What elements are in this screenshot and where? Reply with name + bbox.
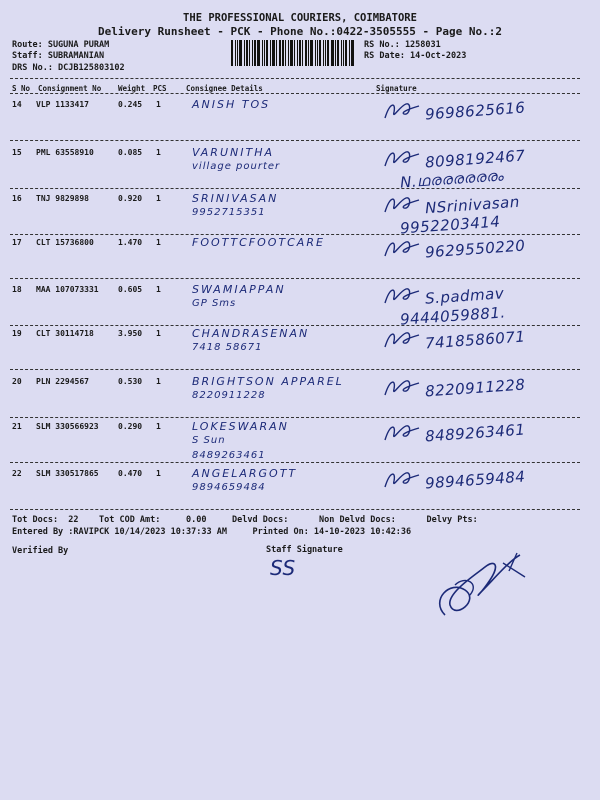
row-pcs: 1 xyxy=(156,469,161,478)
consignee-detail-line: CHANDRASENAN xyxy=(192,327,310,340)
barcode-bar xyxy=(345,40,347,66)
consignee-detail-line: S Sun xyxy=(192,435,226,446)
row-pcs: 1 xyxy=(156,422,161,431)
consignee-detail-line: 8489263461 xyxy=(192,450,266,461)
col-sno: S No xyxy=(12,84,31,93)
consignee-detail-line: ANISH TOS xyxy=(192,98,271,111)
consignee-detail-line: VARUNITHA xyxy=(192,146,274,159)
row-sno: 14 xyxy=(12,100,22,109)
row-consignment-no: SLM 330566923 xyxy=(36,422,99,431)
barcode-bar xyxy=(349,40,350,66)
barcode-bar xyxy=(317,40,318,66)
col-consignee-details: Consignee Details xyxy=(186,84,263,93)
barcode-bar xyxy=(235,40,236,66)
signature-mark xyxy=(382,236,422,262)
row-weight: 0.530 xyxy=(118,377,143,386)
row-divider xyxy=(10,140,580,141)
entered-by-line: Entered By :RAVIPCK 10/14/2023 10:37:33 AM Printed On: 14-10-2023 10:42:36 xyxy=(12,527,412,537)
row-pcs: 1 xyxy=(156,329,161,338)
row-divider xyxy=(10,462,580,463)
signature-note: 9894659484 xyxy=(424,467,526,493)
signature-mark xyxy=(382,375,422,401)
staff-signature-label: Staff Signature xyxy=(266,545,343,555)
barcode-bar xyxy=(351,40,354,66)
route-label: Route: SUGUNA PURAM xyxy=(12,40,110,50)
header-divider xyxy=(10,78,580,79)
row-divider xyxy=(10,234,580,235)
barcode xyxy=(231,40,355,66)
consignee-detail-line: 9894659484 xyxy=(192,482,266,493)
row-sno: 21 xyxy=(12,422,22,431)
row-weight: 0.470 xyxy=(118,469,143,478)
consignee-detail-line: 7418 58671 xyxy=(192,342,263,353)
row-consignment-no: VLP 1133417 xyxy=(36,100,89,109)
barcode-bar xyxy=(252,40,253,66)
row-divider xyxy=(10,188,580,189)
staff-initials: SS xyxy=(270,556,296,580)
consignee-detail-line: BRIGHTSON APPAREL xyxy=(192,375,344,388)
table-header-divider xyxy=(10,93,580,94)
consignee-detail-line: 8220911228 xyxy=(192,390,266,401)
col-consignment: Consignment No xyxy=(38,84,102,93)
barcode-bar xyxy=(341,40,342,66)
consignee-detail-line: LOKESWARAN xyxy=(192,420,289,433)
signature-mark xyxy=(382,327,422,353)
row-weight: 0.605 xyxy=(118,285,143,294)
row-sno: 17 xyxy=(12,238,22,247)
barcode-bar xyxy=(276,40,277,66)
row-sno: 16 xyxy=(12,194,22,203)
rs-number: RS No.: 1258031 xyxy=(364,40,441,50)
row-consignment-no: PLN 2294567 xyxy=(36,377,89,386)
col-weight: Weight xyxy=(118,84,146,93)
barcode-bar xyxy=(231,40,233,66)
drs-number: DRS No.: DCJB125803102 xyxy=(12,63,125,73)
barcode-bar xyxy=(325,40,326,66)
barcode-bar xyxy=(331,40,334,66)
signature-mark xyxy=(382,467,422,493)
barcode-bar xyxy=(343,40,344,66)
row-sno: 19 xyxy=(12,329,22,338)
barcode-bar xyxy=(244,40,245,66)
barcode-bar xyxy=(302,40,303,66)
consignee-detail-line: village pourter xyxy=(192,161,281,172)
signature-note: 9952203414 xyxy=(399,212,501,238)
barcode-bar xyxy=(285,40,286,66)
row-consignment-no: PML 63558910 xyxy=(36,148,94,157)
col-pcs: PCS xyxy=(153,84,167,93)
barcode-bar xyxy=(270,40,271,66)
row-divider xyxy=(10,369,580,370)
barcode-bar xyxy=(299,40,301,66)
barcode-bar xyxy=(264,40,265,66)
barcode-bar xyxy=(257,40,260,66)
barcode-bar xyxy=(310,40,313,66)
signature-note: NSrinivasan xyxy=(424,192,521,218)
signature-note: 9698625616 xyxy=(424,98,526,124)
signature-mark xyxy=(382,192,422,218)
row-sno: 20 xyxy=(12,377,22,386)
rs-date: RS Date: 14-Oct-2023 xyxy=(364,51,467,61)
signature-note: 8220911228 xyxy=(424,375,526,401)
barcode-bar xyxy=(266,40,268,66)
row-pcs: 1 xyxy=(156,148,161,157)
row-consignment-no: CLT 15736800 xyxy=(36,238,94,247)
signature-mark xyxy=(382,98,422,124)
consignee-detail-line: SWAMIAPPAN xyxy=(192,283,286,296)
row-sno: 18 xyxy=(12,285,22,294)
row-consignment-no: MAA 107073331 xyxy=(36,285,99,294)
col-signature: Signature xyxy=(376,84,417,93)
signature-note: 8098192467 xyxy=(424,146,526,172)
barcode-bar xyxy=(237,40,238,66)
row-pcs: 1 xyxy=(156,377,161,386)
verifier-signature xyxy=(425,545,535,625)
barcode-bar xyxy=(279,40,281,66)
row-weight: 1.470 xyxy=(118,238,143,247)
signature-mark xyxy=(382,146,422,172)
barcode-bar xyxy=(282,40,284,66)
barcode-bar xyxy=(315,40,316,66)
row-sno: 22 xyxy=(12,469,22,478)
barcode-bar xyxy=(272,40,275,66)
row-weight: 0.245 xyxy=(118,100,143,109)
row-divider xyxy=(10,325,580,326)
signature-note: N.ഥരരരരരരം xyxy=(399,166,505,192)
row-divider xyxy=(10,509,580,510)
row-pcs: 1 xyxy=(156,285,161,294)
barcode-bar xyxy=(254,40,256,66)
row-pcs: 1 xyxy=(156,100,161,109)
verified-by-label: Verified By xyxy=(12,546,69,556)
barcode-bar xyxy=(323,40,324,66)
barcode-bar xyxy=(290,40,293,66)
barcode-bar xyxy=(327,40,329,66)
row-weight: 3.950 xyxy=(118,329,143,338)
signature-note: 7418586071 xyxy=(424,327,526,353)
row-weight: 0.920 xyxy=(118,194,143,203)
row-consignment-no: CLT 30114718 xyxy=(36,329,94,338)
barcode-bar xyxy=(308,40,309,66)
signature-mark xyxy=(382,283,422,309)
totals-line: Tot Docs: 22 Tot COD Amt: 0.00 Delvd Docs: Non Delvd Docs: Delvy Pts: xyxy=(12,515,478,525)
row-pcs: 1 xyxy=(156,238,161,247)
staff-label: Staff: SUBRAMANIAN xyxy=(12,51,105,61)
barcode-bar xyxy=(246,40,248,66)
consignee-detail-line: GP Sms xyxy=(192,298,237,309)
row-consignment-no: TNJ 9829898 xyxy=(36,194,89,203)
signature-note: 9629550220 xyxy=(424,236,526,262)
barcode-bar xyxy=(262,40,263,66)
row-divider xyxy=(10,417,580,418)
consignee-detail-line: SRINIVASAN xyxy=(192,192,279,205)
barcode-bar xyxy=(294,40,295,66)
consignee-detail-line: ANGELARGOTT xyxy=(192,467,298,480)
runsheet-subtitle: Delivery Runsheet - PCK - Phone No.:0422-3505555 - Page No.:2 xyxy=(98,25,502,38)
row-divider xyxy=(10,278,580,279)
signature-note: 9444059881. xyxy=(399,303,507,329)
barcode-bar xyxy=(335,40,336,66)
row-weight: 0.290 xyxy=(118,422,143,431)
barcode-bar xyxy=(305,40,307,66)
barcode-bar xyxy=(249,40,250,66)
signature-note: S.padmav xyxy=(424,284,505,308)
signature-note: 8489263461 xyxy=(424,420,526,446)
row-weight: 0.085 xyxy=(118,148,143,157)
company-title: THE PROFESSIONAL COURIERS, COIMBATORE xyxy=(183,12,417,24)
consignee-detail-line: FOOTTCFOOTCARE xyxy=(192,236,325,249)
row-consignment-no: SLM 330517865 xyxy=(36,469,99,478)
barcode-bar xyxy=(319,40,321,66)
signature-mark xyxy=(382,420,422,446)
row-pcs: 1 xyxy=(156,194,161,203)
barcode-bar xyxy=(239,40,242,66)
barcode-bar xyxy=(297,40,298,66)
row-sno: 15 xyxy=(12,148,22,157)
barcode-bar xyxy=(288,40,289,66)
barcode-bar xyxy=(337,40,339,66)
consignee-detail-line: 9952715351 xyxy=(192,207,266,218)
